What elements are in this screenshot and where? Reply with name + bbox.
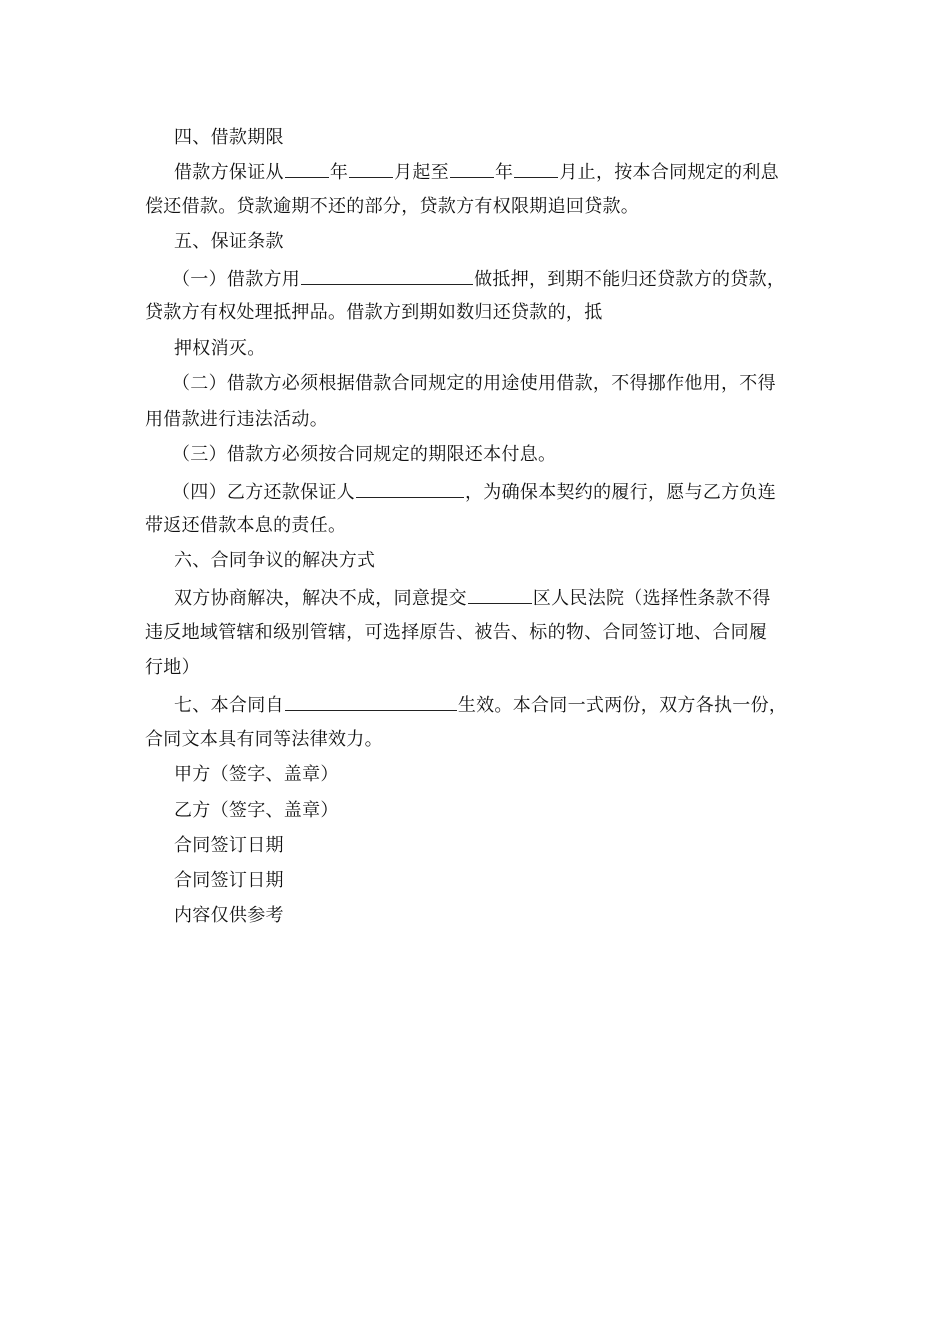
fill-in-blank-court[interactable] (468, 586, 532, 604)
section-heading-loan-term (174, 127, 844, 149)
fill-in-blank-start-month[interactable] (349, 160, 393, 178)
text: 做抵押，到期不能归还贷款方的贷款， (474, 269, 786, 290)
text: 生效。本合同一式两份，双方各执一份， (457, 695, 788, 716)
fill-in-blank-collateral[interactable] (301, 267, 473, 285)
section-heading-dispute-resolution (174, 550, 844, 572)
fill-in-blank-end-month[interactable] (514, 160, 558, 178)
text: 双方协商解决，解决不成，同意提交 (174, 588, 467, 609)
fill-in-blank-effective-date[interactable] (285, 693, 457, 711)
body-text-line (145, 409, 815, 431)
fill-in-blank-start-year[interactable] (285, 160, 329, 178)
text: （二）借款方必须根据借款合同规定的用途使用借款，不得挪作他用，不得 (172, 373, 776, 394)
text: 区人民法院（选择性条款不得 (532, 588, 771, 609)
text: 偿还借款。贷款逾期不还的部分，贷款方有权限期追回贷款。 (145, 196, 640, 217)
guarantee-clause-1-line (172, 267, 842, 291)
text: 行地） (145, 657, 200, 678)
text: 七、本合同自 (174, 695, 284, 716)
text: 甲方（签字、盖章） (174, 764, 339, 785)
text: 押权消灭。 (174, 338, 266, 359)
text: 年 (329, 162, 349, 183)
text: 六、合同争议的解决方式 (174, 550, 376, 571)
signing-date-line (174, 835, 844, 857)
dispute-clause-line (174, 586, 844, 610)
body-text-line (145, 515, 815, 537)
text: （三）借款方必须按合同规定的期限还本付息。 (172, 444, 557, 465)
reference-only-note (174, 905, 844, 927)
party-a-signature-line (174, 764, 844, 786)
guarantee-clause-3-line (172, 444, 842, 466)
text: 月起至 (394, 162, 450, 183)
body-text-line (145, 622, 815, 644)
text: 违反地域管辖和级别管辖，可选择原告、被告、标的物、合同签订地、合同履 (145, 622, 768, 643)
body-text-line (174, 338, 844, 360)
text: 合同签订日期 (174, 870, 284, 891)
section-heading-guarantee (174, 231, 844, 253)
text: （一）借款方用 (172, 269, 301, 290)
text: ，为确保本契约的履行，愿与乙方负连 (465, 482, 777, 503)
text: 贷款方有权处理抵押品。借款方到期如数归还贷款的，抵 (145, 302, 603, 323)
text: （四）乙方还款保证人 (172, 482, 355, 503)
guarantee-clause-4-line (172, 480, 842, 504)
text: 借款方保证从 (174, 162, 284, 183)
text: 合同签订日期 (174, 835, 284, 856)
fill-in-blank-guarantor[interactable] (356, 480, 464, 498)
body-text-line (145, 729, 815, 751)
party-b-signature-line (174, 800, 844, 822)
loan-term-clause-line (174, 160, 844, 184)
guarantee-clause-2-line (172, 373, 842, 395)
effective-date-clause-line (174, 693, 844, 717)
body-text-line (145, 657, 815, 679)
fill-in-blank-end-year[interactable] (450, 160, 494, 178)
body-text-line (145, 196, 815, 218)
text: 四、借款期限 (174, 127, 284, 148)
text: 乙方（签字、盖章） (174, 800, 339, 821)
text: 用借款进行违法活动。 (145, 409, 328, 430)
body-text-line (145, 302, 815, 324)
text: 五、保证条款 (174, 231, 284, 252)
text: 月止，按本合同规定的利息 (559, 162, 779, 183)
signing-date-line (174, 870, 844, 892)
text: 带返还借款本息的责任。 (145, 515, 347, 536)
text: 合同文本具有同等法律效力。 (145, 729, 383, 750)
text: 年 (495, 162, 514, 183)
text: 内容仅供参考 (174, 905, 284, 926)
